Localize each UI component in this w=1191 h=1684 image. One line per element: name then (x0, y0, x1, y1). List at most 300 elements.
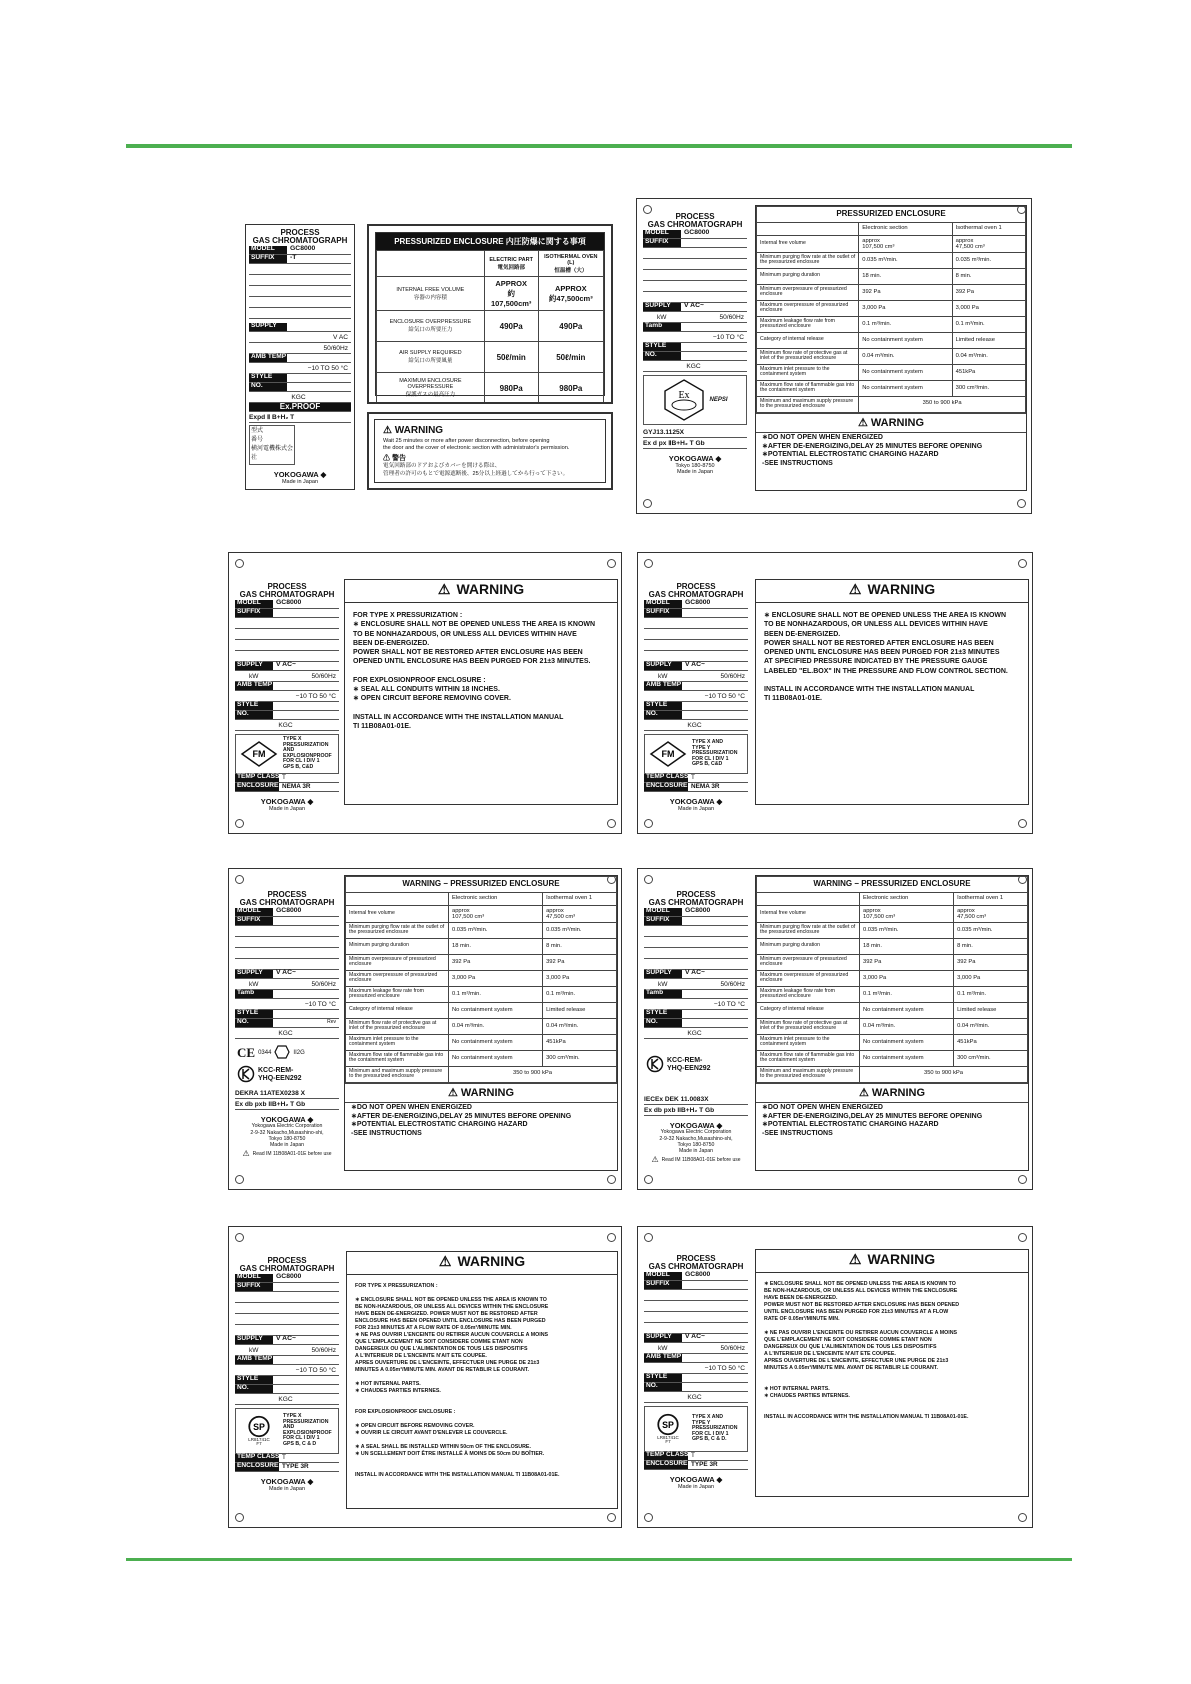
table-row (757, 268, 1026, 284)
np-title (235, 891, 339, 908)
enclosure-value: NEMA 3R (691, 782, 720, 790)
cell-value: No containment system (448, 1034, 542, 1050)
amb-label: AMB TEMP (646, 1353, 682, 1361)
cell-value: 392 Pa (952, 284, 1025, 300)
kgc-text: KGC (644, 1028, 748, 1039)
csa-logo-icon (655, 1413, 681, 1436)
row-label: Minimum flow rate of protective gas at inlet of the pressurized enclosure (757, 348, 859, 364)
mark-text: TYPE X PRESSURIZATION AND EXPLOSIONPROOF FOR CL I DIV 1 GPS B, C&D (283, 736, 332, 770)
process-text: PROCESS (267, 890, 307, 899)
blank-line (235, 640, 339, 651)
model-label: MODEL (644, 1272, 682, 1280)
warn-title: WARNING (871, 1086, 926, 1099)
enclosure-value: TYPE 3R (282, 1462, 309, 1470)
table-row (757, 1066, 1028, 1082)
col-oven: ISOTHERMAL OVEN (L) 恒温槽（大） (538, 251, 603, 277)
table-row (757, 1002, 1028, 1018)
warning-text: FOR TYPE X PRESSURIZATION : ∗ ENCLOSURE SHALL NOT BE OPENED UNLESS THE AREA IS KNOWN TO BE NON-HAZARDOUS, OR UNLESS ALL DEVICES WITHIN THE ENCLOSURE HAVE BEEN DE-ENERGIZED. POWER MUST NOT BE RESTORED AFTER ENCLOSURE HAS BEEN OPENED UNTIL ENCLOSURE HAS BEEN PURGED FOR 21±3 MINUTES AT A FLOW RATE OF 0.05m³/MINUTE MIN. ∗ NE PAS OUVRIR L'ENCEINTE OU RETIRER AUCUN COUVERCLE A MOINS QUE L'EMPLACEMENT NE SOIT CONSIDERE COMME ETANT NON DANGEREUX OU QUE L'ALIMENTATION DE TOUS LES DISPOSITIFS A L'INTERIEUR DE L'ENCEINTE N'AIT ETE COUPEE. APRES OUVERTURE DE L'ENCEINTE, EFFECTUER UNE PURGE DE 21±3 MINUTES A 0.05m³/MINUTE MIN. AVANT DE RETABLIR LE COURANT. ∗ HOT INTERNAL PARTS. ∗ CHAUDES PARTIES INTERNES. FOR EXPLOSIONPROOF ENCLOSURE : ∗ OPEN CIRCUIT BEFORE REMOVING COVER. ∗ OUVRIR LE CIRCUIT AVANT D'ENLEVER LE COUVERCLE. ∗ A SEAL SHALL BE INSTALLED WITHIN 50cm OF THE ENCLOSURE. ∗ UN SCELLEMENT DOIT ÊTRE INSTALLÉ À MOINS DE 50cm DU BOÎTIER. INSTALL IN ACCORDANCE WITH THE INSTALLATION MANUAL TI 11B08A01-01E. (355, 1283, 560, 1478)
csa-mark (644, 1406, 748, 1452)
amb-value: −10 TO 50 °C (644, 691, 748, 702)
cell-value: 392 Pa (954, 954, 1028, 970)
table-row (757, 235, 1026, 252)
cell-value: 980Pa (538, 373, 603, 404)
mounting-hole-icon (1018, 1233, 1027, 1242)
pressurized-table (756, 206, 1026, 413)
nameplate (643, 213, 747, 505)
blank-line (644, 651, 748, 662)
style-label: STYLE (249, 374, 287, 382)
blank-line (235, 618, 339, 629)
yokogawa-logo: YOKOGAWA ◆ (273, 469, 327, 479)
blank-line (644, 629, 748, 640)
nepsi-ex-icon (662, 378, 706, 422)
cell-value: 3,000 Pa (448, 970, 542, 986)
row-label: Minimum flow rate of protective gas at inlet of the pressurized enclosure (346, 1018, 449, 1034)
blank-line (643, 292, 747, 303)
warn-lines: ∗DO NOT OPEN WHEN ENERGIZED ∗AFTER DE-ENERGIZING,DELAY 25 MINUTES BEFORE OPENING ∗POTENTIAL ELECTROSTATIC CHARGING HAZARD -SEE INSTRUCTIONS (351, 1103, 572, 1138)
yokogawa-logo: YOKOGAWA ◆ (669, 1120, 723, 1130)
warn-title: WARNING (867, 1251, 936, 1267)
blank-line (235, 1292, 339, 1303)
fm-approved-icon (648, 739, 688, 769)
warn-text: Wait 25 minutes or more after power disconnection, before opening the door and the cover of electronic section with administrator's permission. (383, 437, 570, 452)
cell-value: No containment system (859, 1034, 953, 1050)
nameplate (644, 583, 748, 825)
made-in-japan: Made in Japan (268, 1486, 306, 1493)
kgc-text: KGC (235, 1028, 339, 1039)
warning-triangle-icon: ⚠ (242, 1149, 250, 1159)
read-im-text: Read IM 11B08A01-01E before use (252, 1150, 332, 1157)
pressurized-table (756, 876, 1028, 1083)
yokogawa-logo: YOKOGAWA ◆ (260, 1114, 314, 1124)
pe-warning (345, 1083, 617, 1140)
row-label: Maximum leakage flow rate from pressurized enclosure (757, 316, 859, 332)
yokogawa-logo: YOKOGAWA ◆ (260, 1476, 314, 1486)
jp-warn-text: 電気回路部のドアおよびカバーを開ける際は、 管理者の許可のもとで電源遮断後、25分以上経過してから行って下さい。 (383, 463, 569, 477)
cell-value: 3,000 Pa (954, 970, 1028, 986)
fm-mark (644, 734, 748, 774)
no-label: NO. (644, 1383, 682, 1391)
gc-text: GAS CHROMATOGRAPH (239, 1264, 335, 1274)
cell-value: 392 Pa (543, 954, 617, 970)
warning-triangle-icon: ⚠ (437, 581, 451, 597)
cell-value: 50ℓ/min (538, 342, 603, 373)
warning-box (755, 1249, 1029, 1497)
exd-marking: Expd Ⅱ B+H₂ T (249, 412, 351, 423)
cell-value: 350 to 900 kPa (859, 1066, 1027, 1082)
model-value: GC8000 (276, 1273, 302, 1281)
mounting-hole-icon (607, 1233, 616, 1242)
warning-text: ∗ ENCLOSURE SHALL NOT BE OPENED UNLESS THE AREA IS KNOWN TO BE NON-HAZARDOUS, OR UNLESS ALL DEVICES WITHIN THE ENCLOSURE HAVE BEEN DE-ENERGIZED. POWER MUST NOT BE RESTORED AFTER ENCLOSURE HAS BEEN OPENED UNTIL ENCLOSURE HAS BEEN PURGED FOR 21±3 MINUTES AT A FLOW RATE OF 0.05m³/MINUTE MIN. ∗ NE PAS OUVRIR L'ENCEINTE OU RETIRER AUCUN COUVERCLE A MOINS QUE L'EMPLACEMENT NE SOIT CONSIDERE COMME ETANT NON DANGEREUX OU QUE L'ALIMENTATION DE TOUS LES DISPOSITIFS A L'INTERIEUR DE L'ENCEINTE N'AIT ETE COUPEE. APRES OUVERTURE DE L'ENCEINTE, EFFECTUER UNE PURGE DE 21±3 MINUTES A 0.05m³/MINUTE MIN. AVANT DE RETABLIR LE COURANT. ∗ HOT INTERNAL PARTS. ∗ CHAUDES PARTIES INTERNES. INSTALL IN ACCORDANCE WITH THE INSTALLATION MANUAL TI 11B08A01-01E. (764, 1281, 969, 1420)
cell-value: 0.1 m³/min. (859, 986, 953, 1002)
blank-line (643, 270, 747, 281)
amb-label: AMB TEMP (237, 1355, 273, 1363)
no-label: NO. (643, 352, 681, 360)
gc-text: GAS CHROMATOGRAPH (647, 220, 743, 230)
table-row (757, 922, 1028, 938)
nameplate (644, 1255, 748, 1519)
suffix-label: SUFFIX (644, 917, 682, 925)
cell-value: 0.1 m³/min. (448, 986, 542, 1002)
amb-value: −10 TO 50 °C (235, 1365, 339, 1376)
kc-mark-icon (237, 1065, 255, 1085)
np-title (644, 583, 748, 600)
np-title (235, 583, 339, 600)
warn-title: WARNING (870, 416, 925, 429)
temp-class-label: TEMP CLASS (646, 1451, 689, 1459)
cell-value: 451kPa (543, 1034, 617, 1050)
blank-line (644, 1301, 748, 1312)
model-value: GC8000 (684, 229, 710, 237)
supply-label: SUPPLY (644, 970, 682, 978)
supply-value: V AC~ (685, 661, 705, 669)
nameplate (644, 891, 748, 1181)
yokogawa-logo: YOKOGAWA ◆ (260, 796, 314, 806)
warning-triangle-icon: ⚠ (848, 1251, 862, 1267)
temp-class-value: T (282, 773, 286, 781)
table-row (757, 970, 1028, 986)
cell-value: 0.035 m³/min. (952, 252, 1025, 268)
kw-text: kW (249, 673, 259, 681)
row-label: Maximum inlet pressure to the containment system (346, 1034, 449, 1050)
table-row (346, 1050, 617, 1066)
kcc-text: KCC-REM- YHQ-EEN292 (667, 1057, 711, 1072)
pe-warning (756, 1083, 1028, 1140)
col-oven: Isothermal oven 1 (954, 893, 1028, 906)
row-label: Internal free volume (757, 235, 859, 252)
table-row (757, 1050, 1028, 1066)
blank-line (643, 281, 747, 292)
kgc-text: KGC (644, 720, 748, 731)
cell-value: Limited release (543, 1002, 617, 1018)
blank-line (235, 1314, 339, 1325)
pe-warning (756, 413, 1026, 470)
cell-value: 392 Pa (859, 954, 953, 970)
warn-title: WARNING (394, 425, 444, 436)
yokogawa-logo: YOKOGAWA ◆ (669, 796, 723, 806)
row-label: Minimum flow rate of protective gas at inlet of the pressurized enclosure (757, 1018, 860, 1034)
warning-triangle-icon: ⚠ (383, 425, 392, 436)
table-row (757, 938, 1028, 954)
cell-value: 0.04 m³/min. (859, 1018, 953, 1034)
suffix-label: SUFFIX (249, 255, 287, 263)
gc-text: GAS CHROMATOGRAPH (239, 898, 335, 908)
supply-value: V AC~ (276, 969, 296, 977)
cell-value: 350 to 900 kPa (448, 1066, 616, 1082)
warning-text: ∗ ENCLOSURE SHALL NOT BE OPENED UNLESS THE AREA IS KNOWN TO BE NONHAZARDOUS, OR UNLESS ALL DEVICES WITHIN HAVE BEEN DE-ENERGIZED. POWER SHALL NOT BE RESTORED AFTER ENCLOSURE HAS BEEN OPENED UNTIL ENCLOSURE HAS BEEN PURGED FOR 21±3 MINUTES AT SPECIFIED PRESSURE INDICATED BY THE PRESSURE GAUGE LABELED "EL.BOX" IN THE PRESSURE AND FLOW CONTROL SECTION. INSTALL IN ACCORDANCE WITH THE INSTALLATION MANUAL TI 11B08A01-01E. (764, 612, 1008, 703)
warning-triangle-icon: ⚠ (857, 416, 871, 429)
amb-label: AMB TEMP (251, 353, 287, 361)
nameplate-csa-x (228, 1226, 622, 1528)
process-text: PROCESS (675, 212, 715, 221)
cell-value: Limited release (952, 332, 1025, 348)
table-row (346, 1002, 617, 1018)
made-in-japan: Tokyo 180-8750 Made in Japan (675, 463, 715, 475)
suffix-label: SUFFIX (644, 609, 682, 617)
np-title (644, 891, 748, 908)
cell-value: 0.1 m³/min. (952, 316, 1025, 332)
cert-number: GYJ13.1125X (643, 427, 747, 438)
row-label: AIR SUPPLY REQUIRED 給気口の所要風量 (377, 342, 485, 373)
style-label: STYLE (235, 1376, 273, 1384)
amb-label: Tamb (235, 990, 273, 998)
row-label: Minimum purging duration (346, 938, 449, 954)
row-label: Maximum leakage flow rate from pressurized enclosure (757, 986, 860, 1002)
cell-value: 451kPa (954, 1034, 1028, 1050)
suffix-label: SUFFIX (643, 239, 681, 247)
table-row (757, 1018, 1028, 1034)
mark-text: TYPE X AND TYPE Y PRESSURIZATION FOR CL I DIV 1 GPS B, C&D (692, 739, 738, 767)
table-row (346, 986, 617, 1002)
warning-triangle-icon: ⚠ (438, 1253, 452, 1269)
row-label: Minimum and maximum supply pressure to the pressurized enclosure (346, 1066, 449, 1082)
hz-text: 50/60Hz (311, 1347, 336, 1355)
csa-f7: F7 (256, 1441, 262, 1447)
warn-lines: ∗DO NOT OPEN WHEN ENERGIZED ∗AFTER DE-ENERGIZING,DELAY 25 MINUTES BEFORE OPENING ∗POTENTIAL ELECTROSTATIC CHARGING HAZARD -SEE INSTRUCTIONS (762, 433, 983, 468)
nameplate-fm-x (228, 552, 622, 834)
cell-value: Limited release (954, 1002, 1028, 1018)
warning-box (346, 1251, 618, 1509)
svg-text:SP: SP (253, 1421, 265, 1432)
model-label: MODEL (644, 600, 682, 608)
row-label: Minimum overpressure of pressurized enclosure (757, 954, 860, 970)
mounting-hole-icon (1018, 819, 1027, 828)
row-label: Maximum leakage flow rate from pressurized enclosure (346, 986, 449, 1002)
table-row (346, 954, 617, 970)
blank-line (235, 1303, 339, 1314)
no-label: NO. (235, 711, 273, 719)
cell-value: 0.04 m³/min. (952, 348, 1025, 364)
row-label: Minimum purging flow rate at the outlet of the pressurized enclosure (346, 922, 449, 938)
row-label: Internal free volume (346, 905, 449, 922)
row-label: INTERNAL FREE VOLUME 容器の内容積 (377, 277, 485, 311)
np-title (235, 1257, 339, 1274)
row-label: Maximum flow rate of flammable gas into the containment system (757, 380, 859, 396)
cert-number: IECEx DEK 11.0083X (644, 1094, 748, 1105)
cell-value: 0.035 m³/min. (448, 922, 542, 938)
style-label: STYLE (235, 702, 273, 710)
row-label: MAXIMUM ENCLOSURE OVERPRESSURE 保護ガスの最高圧力 (377, 373, 485, 404)
jp-company: 横河電機株式会社 (251, 445, 294, 461)
row-label: Minimum purging flow rate at the outlet of the pressurized enclosure (757, 252, 859, 268)
blank-line (644, 618, 748, 629)
ex-marking: Ex d px ⅡB+H₂ T Gb (643, 438, 747, 449)
amb-label: AMB TEMP (237, 681, 273, 689)
supply-value: V AC~ (684, 302, 704, 310)
table-row (757, 905, 1028, 922)
pe-title: WARNING − PRESSURIZED ENCLOSURE (757, 877, 1028, 893)
process-text: PROCESS (267, 1256, 307, 1265)
mounting-hole-icon (1018, 1513, 1027, 1522)
hz-text: 50/60Hz (719, 314, 744, 322)
nameplate-japan (245, 224, 355, 490)
warn-lines: ∗DO NOT OPEN WHEN ENERGIZED ∗AFTER DE-ENERGIZING,DELAY 25 MINUTES BEFORE OPENING ∗POTENTIAL ELECTROSTATIC CHARGING HAZARD -SEE INSTRUCTIONS (762, 1103, 983, 1138)
row-label: Minimum purging flow rate at the outlet of the pressurized enclosure (757, 922, 860, 938)
cell-value: approx 47,500 cm³ (543, 905, 617, 922)
cell-value: No containment system (859, 380, 952, 396)
table-row (757, 316, 1026, 332)
cell-value: 300 cm³/min. (952, 380, 1025, 396)
amb-value: −10 TO 50 °C (644, 1363, 748, 1374)
ii2g-text: II2G (293, 1049, 305, 1056)
svg-text:FM: FM (252, 748, 266, 759)
suffix-value: -T (290, 254, 297, 262)
model-label: MODEL (235, 1274, 273, 1282)
mark-text: TYPE X PRESSURIZATION AND EXPLOSIONPROOF FOR CL I DIV 1 GPS B, C & D (283, 1413, 332, 1447)
temp-class-label: TEMP CLASS (237, 773, 280, 781)
suffix-label: SUFFIX (644, 1281, 682, 1289)
pressurized-table (345, 876, 617, 1083)
np-title (644, 1255, 748, 1272)
fm-approved-icon (239, 739, 279, 769)
row-label: Maximum flow rate of flammable gas into the containment system (757, 1050, 860, 1066)
nameplate-fm-xy (637, 552, 1033, 834)
cell-value: 0.035 m³/min. (543, 922, 617, 938)
warning-box (344, 579, 618, 805)
kcc-text: KCC-REM- YHQ-EEN292 (258, 1067, 302, 1082)
nepsi-text: NEPSI (709, 396, 728, 403)
row-label: Minimum overpressure of pressurized enclosure (757, 284, 859, 300)
cell-value: 3,000 Pa (859, 970, 953, 986)
csa-lr: LR81741C (248, 1436, 270, 1442)
blank-line (644, 959, 748, 970)
row-label: Maximum overpressure of pressurized enclosure (757, 970, 860, 986)
process-text: PROCESS (676, 1254, 716, 1263)
made-in-japan: Made in Japan (677, 1484, 715, 1491)
cell-value: 18 min. (859, 938, 953, 954)
cell-value: 0.035 m³/min. (954, 922, 1028, 938)
table-row (757, 332, 1026, 348)
table-row (757, 348, 1026, 364)
pressurized-table-box (344, 875, 618, 1171)
cell-value: No containment system (448, 1050, 542, 1066)
csa-mark (235, 1408, 339, 1454)
jp-model: 型式 (251, 427, 264, 434)
warning-box (755, 579, 1029, 805)
cell-value: 350 to 900 kPa (859, 396, 1026, 412)
supply-value: V AC (249, 332, 351, 343)
model-label: MODEL (249, 246, 287, 254)
row-label: Minimum and maximum supply pressure to the pressurized enclosure (757, 396, 859, 412)
jp-number: 番号 (251, 436, 264, 443)
row-label: Maximum flow rate of flammable gas into the containment system (346, 1050, 449, 1066)
cell-value: 50ℓ/min (484, 342, 538, 373)
table-row (757, 284, 1026, 300)
table-row (757, 252, 1026, 268)
model-label: MODEL (644, 908, 682, 916)
hz-text: 50/60Hz (311, 673, 336, 681)
csa-lr: LR81741C (657, 1434, 679, 1440)
table-row (346, 905, 617, 922)
kgc-text: KGC (644, 1392, 748, 1403)
cell-value: 0.035 m³/min. (859, 252, 952, 268)
kw-text: kW (658, 673, 668, 681)
kw-text: kW (249, 1347, 259, 1355)
ex-marking: Ex db pxb IIB+H₂ T Gb (235, 1099, 339, 1110)
table-row (757, 364, 1026, 380)
warning-triangle-icon: ⚠ (858, 1086, 872, 1099)
blank-line (235, 651, 339, 662)
suffix-label: SUFFIX (235, 609, 273, 617)
rev-text: Rev (327, 1019, 336, 1026)
table-row (346, 1018, 617, 1034)
blank-line (644, 1290, 748, 1301)
model-value: GC8000 (685, 907, 711, 915)
cell-value: approx 107,500 cm³ (859, 235, 952, 252)
hz-text: 50/60Hz (720, 673, 745, 681)
blank-line (644, 937, 748, 948)
mounting-hole-icon (607, 1175, 616, 1184)
kgc-text: KGC (249, 392, 351, 403)
nameplate-csa-xy (637, 1226, 1033, 1528)
warning-text: FOR TYPE X PRESSURIZATION : ∗ ENCLOSURE SHALL NOT BE OPENED UNLESS THE AREA IS KNOWN TO BE NONHAZARDOUS, OR UNLESS ALL DEVICES WITHIN HAVE BEEN DE-ENERGIZED. POWER SHALL NOT BE RESTORED AFTER ENCLOSURE HAS BEEN OPENED UNTIL ENCLOSURE HAS BEEN PURGED FOR 21±3 MINUTES. FOR EXPLOSIONPROOF ENCLOSURE : ∗ SEAL ALL CONDUITS WITHIN 18 INCHES. ∗ OPEN CIRCUIT BEFORE REMOVING COVER. INSTALL IN ACCORDANCE WITH THE INSTALLATION MANUAL TI 11B08A01-01E. (353, 612, 596, 730)
cell-value: 18 min. (448, 938, 542, 954)
model-value: GC8000 (276, 907, 302, 915)
cell-value: 0.1 m³/min. (859, 316, 952, 332)
svg-text:FM: FM (661, 748, 675, 759)
model-label: MODEL (643, 230, 681, 238)
enclosure-label: ENCLOSURE (237, 782, 279, 790)
cell-value: 490Pa (484, 311, 538, 342)
kc-mark-icon (646, 1055, 664, 1075)
col-electronic: Electronic section (859, 223, 952, 236)
warning-japan (367, 412, 613, 490)
row-label: Minimum purging duration (757, 938, 860, 954)
read-im-text: Read IM 11B08A01-01E before use (661, 1156, 741, 1163)
gc-text: GAS CHROMATOGRAPH (239, 590, 335, 600)
csa-logo-icon (246, 1415, 272, 1438)
nameplate-nepsi (636, 198, 1032, 514)
kgc-text: KGC (235, 1394, 339, 1405)
cell-value: 0.04 m³/min. (448, 1018, 542, 1034)
pressurized-japan (367, 224, 613, 404)
process-text: PROCESS (267, 582, 307, 591)
kgc-text: KGC (235, 720, 339, 731)
atex-mark (235, 1042, 339, 1088)
mark-text: TYPE X AND TYPE Y PRESSURIZATION FOR CL I DIV 1 GPS B, C & D. (692, 1414, 738, 1442)
mounting-hole-icon (1017, 499, 1026, 508)
enclosure-value: TYPE 3R (691, 1460, 718, 1468)
cell-value: 0.035 m³/min. (859, 922, 953, 938)
mounting-hole-icon (1018, 1175, 1027, 1184)
company-address: Yokogawa Electric Corporation 2-9-32 Nakacho,Musashino-shi, Tokyo 180-8750 Made in Japan (250, 1123, 324, 1148)
gc-text: GAS CHROMATOGRAPH (648, 1262, 744, 1272)
gc-text: GAS CHROMATOGRAPH (648, 898, 744, 908)
nameplate (235, 1257, 339, 1519)
row-label: Category of internal release (346, 1002, 449, 1018)
kw-text: kW (658, 981, 668, 989)
suffix-label: SUFFIX (235, 917, 273, 925)
cell-value: No containment system (448, 1002, 542, 1018)
bottom-rule (126, 1558, 1072, 1561)
blank-line (644, 1323, 748, 1334)
amb-value: −10 TO °C (235, 999, 339, 1010)
pe-jp-title: PRESSURIZED ENCLOSURE 内圧防爆に関する事項 (376, 233, 604, 250)
kw-text: kW (658, 1345, 668, 1353)
cell-value: APPROX 約107,500cm³ (484, 277, 538, 311)
amb-label: Tamb (643, 323, 681, 331)
warning-triangle-icon: ⚠ (651, 1155, 659, 1165)
amb-label: AMB TEMP (646, 681, 682, 689)
cell-value: 3,000 Pa (543, 970, 617, 986)
pressurized-table-box (755, 205, 1027, 491)
amb-label: Tamb (644, 990, 682, 998)
hz-text: 50/60Hz (720, 981, 745, 989)
supply-label: SUPPLY (644, 1334, 682, 1342)
ce-mark-icon: CE (237, 1045, 256, 1061)
svg-text:Ex: Ex (678, 389, 691, 401)
mounting-hole-icon (607, 559, 616, 568)
